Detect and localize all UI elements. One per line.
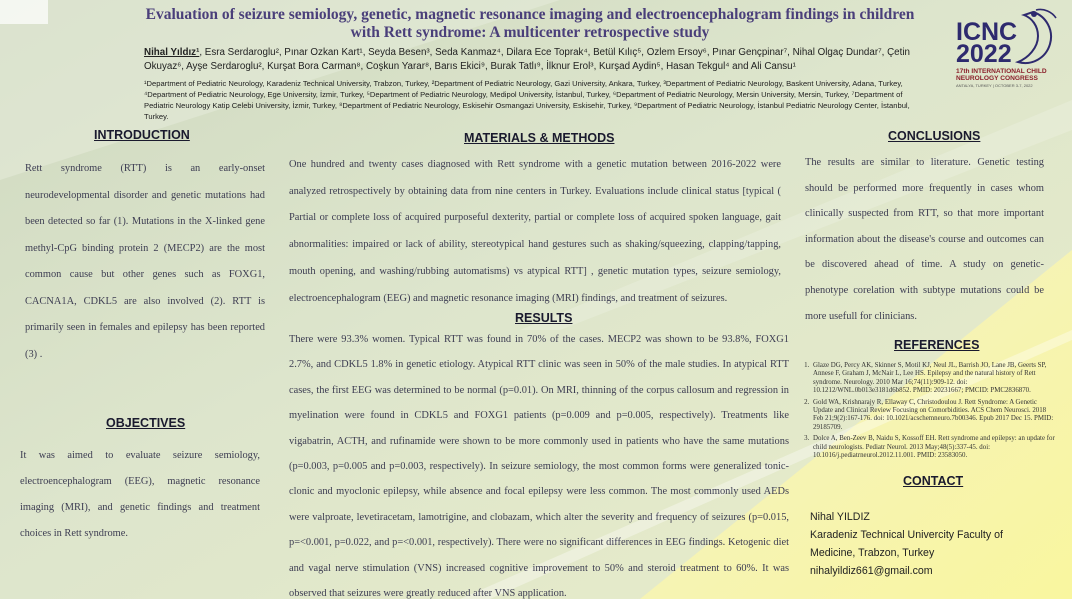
objectives-text: It was aimed to evaluate seizure semiology, electroencephalogram (EEG), magnetic resonance imaging (MRI), and genetic findings and treatment choices in Rett syndrome. (20, 450, 260, 539)
results-heading: RESULTS (515, 311, 573, 325)
logo-year: 2022 (956, 40, 1012, 68)
methods-heading: MATERIALS & METHODS (464, 131, 615, 145)
logo-subtitle: 17th INTERNATIONAL CHILD NEUROLOGY CONGRESS (956, 68, 1047, 83)
contact-affiliation-2: Medicine, Trabzon, Turkey (810, 547, 935, 559)
reference-item: 1. Glaze DG, Percy AK, Skinner S, Motil KJ, Neul JL, Barrish JO, Lane JB, Geerts SP, Annese F, Graham J, McNair L, Lee HS. Epilepsy and the natural history of Rett syndrome. Neurology. 2010 Mar 16;74(11):909-12. doi: 10.1212/WNL.0b013e3181d6b852. PMID: 20231667; PMCID: PMC2836870. (811, 362, 1056, 396)
contact-name: Nihal YILDIZ (810, 511, 870, 523)
objectives-heading: OBJECTIVES (106, 416, 186, 430)
logo-name: ICNC (956, 18, 1018, 46)
contact-heading: CONTACT (903, 474, 964, 488)
co-authors: , Esra Serdaroglu², Pınar Ozkan Kart¹, Seyda Besen³, Seda Kanmaz⁴, Dilara Ece Toprak⁴, Betül Kılıç⁵, Ozlem Ersoy⁶, Pınar Gençpinar⁷, Nihal Olgaç Dundar⁷, Çetin Okuyaz⁶, Ayşe Serdaroglu², Kurşat Bora Carman⁸, Coşkun Yarar⁸, Barıs Ekici⁹, Burak Tatlı⁹, İlknur Erol³, Kurşad Aydin⁵, Hasan Tekgul⁴ and Ali Cansu¹ (144, 47, 910, 72)
poster-title (120, 6, 940, 42)
methods-text: One hundred and twenty cases diagnosed with Rett syndrome with a genetic mutation between 2016-2022 were analyzed retrospectively by obtaining data from nine centers in Turkey. Evaluations include clinical status [typical ( Partial or complete loss of acquired purposeful dexterity, partial or complete loss of acquired spoken language, gait abnormalities: impaired or lack of ability, stereotypical hand gestures such as shaking/squeezing, clapping/tapping, mouth opening, and washing/rubbing automatisms) vs atypical RTT] , genetic mutation types, seizure semiology, electroencephalogram (EEG) and magnetic resonance imaging (MRI) findings, and treatment of seizures. (289, 159, 781, 304)
first-author: Nihal Yıldız¹ (144, 47, 200, 58)
logo-location: ANTALYA, TURKEY | OCTOBER 3-7, 2022 (956, 83, 1033, 88)
conclusions-heading: CONCLUSIONS (888, 129, 981, 143)
contact-block (810, 508, 1060, 580)
contact-affiliation-1: Karadeniz Technical Univercity Faculty of (810, 529, 1003, 541)
references-heading: REFERENCES (894, 338, 980, 352)
title-line-1: Evaluation of seizure semiology, genetic, magnetic resonance imaging and electroencephalogram findings in children (145, 6, 915, 23)
reference-item: 3. Dolce A, Ben-Zeev B, Naidu S, Kossoff EH. Rett syndrome and epilepsy: an update for child neurologists. Pediatr Neurol. 2013 May;48(5):337-45. doi: 10.1016/j.pediatrneurol.2012.11.001. PMID: 23583050. (811, 435, 1056, 460)
title-line-2: with Rett syndrome: A multicenter retrospective study (350, 24, 710, 41)
results-text: There were 93.3% women. Typical RTT was found in 70% of the cases. MECP2 was shown to be 93.8%, FOXG1 2.7%, and CDKL5 1.8% in genetic etiology. Atypical RTT clinic was seen in 50% of the male studies. In atypical RTT cases, the first EEG was determined to be normal (p=0.01). On MRI, thinning of the corpus callosum and regression in myelination were found in CDKL5 and FOXG1 patients (p=0.009 and p=0.005, respectively). Treatments like vigabatrin, ACTH, and rufinamide were shown to be more commonly used in patients who have the same mutations (p=0.003, p=0.005 and p=0.003, respectively). In seizure semiology, the most common forms were generalized tonic-clonic and myoclonic epilepsy, while absence and focal epilepsy were less common. The most commonly used AEDs were valproate, levetiracetam, lamotrigine, and clobazam, which alter the severity and frequency of seizures (p=0.015, p=<0.001, p=0.022, and p=<0.001, respectively). There were no significant differences in EEG findings. Ketogenic diet and vagal nerve stimulation (VNS) increased cognitive improvement to 50% and steroid treatment to 60%. It was observed that seizures were greatly reduced after VNS application. (289, 334, 789, 600)
references-list (789, 362, 1056, 460)
introduction-text: Rett syndrome (RTT) is an early-onset neurodevelopmental disorder and genetic mutations had been detected so far (1). Mutations in the X-linked gene methyl-CpG binding protein 2 (MECP2) are the most common cause but other genes such as FOXG1, CACNA1A, CDKL5 are also involved (2). RTT is primarily seen in females and epilepsy has been reported (3) . (25, 163, 265, 360)
affiliations: ¹Department of Pediatric Neurology, Karadeniz Technical University, Trabzon, Turkey, ²Department of Pediatric Neurology, Gazi University, Ankara, Turkey, ³Department of Pediatric Neurology, Baskent University, Adana, Turkey, ⁴Department of Pediatric Neurology, Ege University, İzmir, Turkey, ⁵Department of Pediatric Neurology, Medipol University, İstanbul, Turkey, ⁶Department of Pediatric Neurology, Mersin University, Mersin, Turkey, ⁷Department of Pediatric Neurology Katip Celebi University, İzmir, Turkey, ⁸Department of Pediatric Neurology, Eskisehir Osmangazi University, Eskisehir, Turkey, ⁹Department of Pediatric Neurology, İstanbul Pediatric Neurology Center, İstanbul, Turkey. (144, 79, 910, 121)
references-list-container (789, 362, 1056, 463)
conclusions-text: The results are similar to literature. Genetic testing should be performed more frequently in cases whom clinically suspected from RTT, so that more important information about the disease's course and outcomes can be discovered ahead of time. A study on genetic-phenotype corelation with subtype mutations could be more usefull for clinicians. (805, 157, 1044, 322)
introduction-heading: INTRODUCTION (94, 128, 190, 142)
contact-email[interactable]: nihalyildiz661@gmail.com (810, 565, 933, 577)
congress-logo (950, 6, 1068, 86)
reference-item: 2. Gold WA, Krishnarajy R, Ellaway C, Christodoulou J. Rett Syndrome: A Genetic Update and Clinical Review Focusing on Comorbidities. ACS Chem Neurosci. 2018 Feb 21;9(2):167-176. doi: 10.1021/acschemneuro.7b00346. Epub 2017 Dec 15. PMID: 29185709. (811, 399, 1056, 433)
author-list (144, 46, 934, 74)
